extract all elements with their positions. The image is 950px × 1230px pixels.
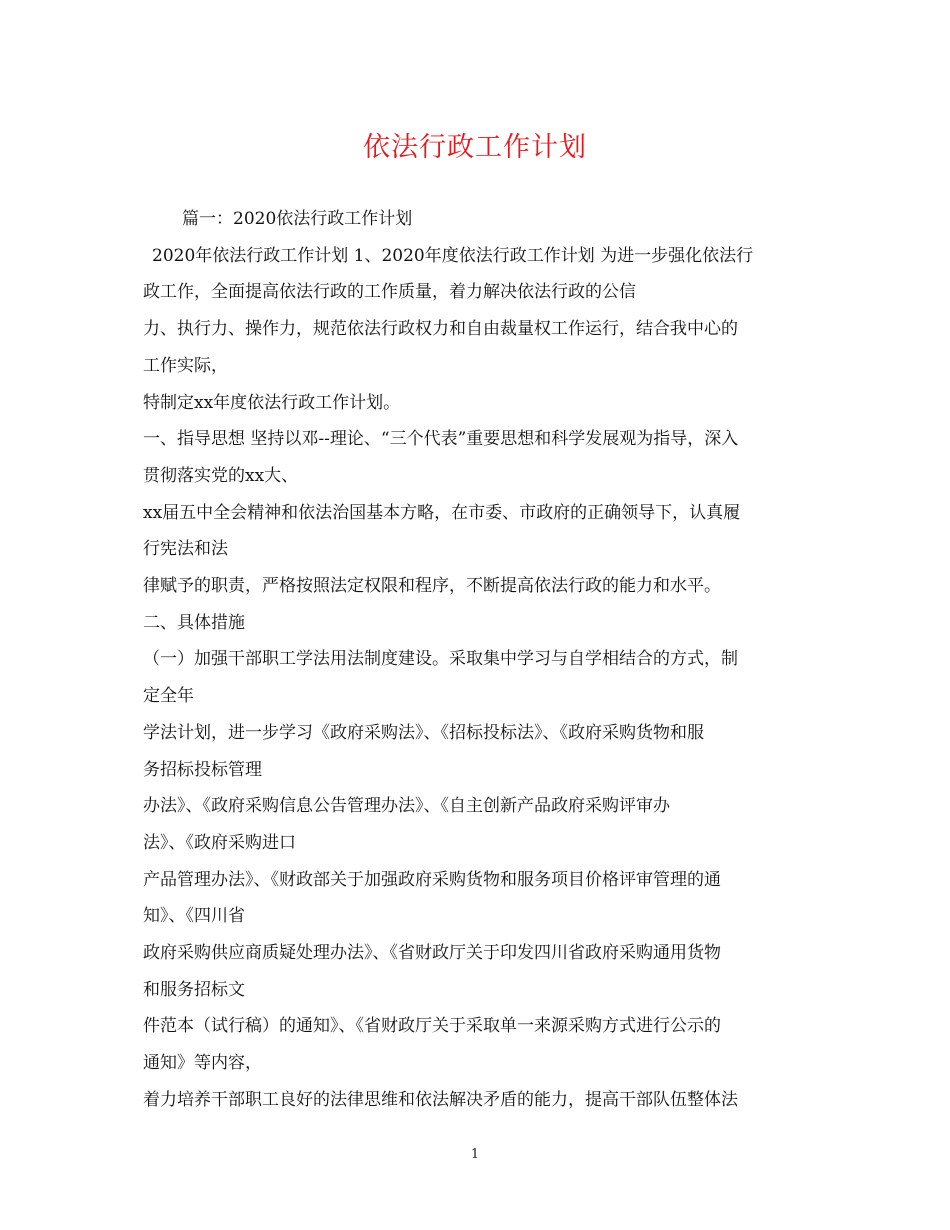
- paragraph-line: 篇一：2020依法行政工作计划: [182, 209, 413, 229]
- paragraph-line: 件范本（试行稿）的通知》、《省财政厅关于采取单一来源采购方式进行公示的: [143, 1016, 721, 1037]
- paragraph-line: 工作实际，: [143, 355, 228, 376]
- paragraph-line: 2020年依法行政工作计划 1、2020年度依法行政工作计划 为进一步强化依法行: [152, 245, 754, 266]
- paragraph-line: 通知》等内容，: [143, 1053, 262, 1074]
- paragraph-line: 一、指导思想 坚持以邓--理论、“三个代表”重要思想和科学发展观为指导，深入: [143, 429, 739, 450]
- document-body: [143, 201, 807, 1119]
- paragraph-line: 政工作，全面提高依法行政的工作质量，着力解决依法行政的公信: [143, 282, 636, 303]
- paragraph-line: 产品管理办法》、《财政部关于加强政府采购货物和服务项目价格评审管理的通: [143, 869, 721, 890]
- paragraph-line: 政府采购供应商质疑处理办法》、《省财政厅关于印发四川省政府采购通用货物: [143, 943, 721, 964]
- paragraph-line: 办法》、《政府采购信息公告管理办法》、《自主创新产品政府采购评审办: [143, 796, 670, 817]
- paragraph-line: 定全年: [143, 686, 194, 707]
- paragraph-line: 学法计划，进一步学习《政府采购法》、《招标投标法》、《政府采购货物和服: [143, 722, 704, 743]
- paragraph-line: 行宪法和法: [143, 539, 228, 560]
- paragraph-line: 务招标投标管理: [143, 759, 262, 780]
- paragraph-line: 法》、《政府采购进口: [143, 832, 296, 853]
- page-title: 依法行政工作计划: [363, 132, 587, 163]
- paragraph-line: xx届五中全会精神和依法治国基本方略，在市委、市政府的正确领导下，认真履: [143, 502, 741, 523]
- paragraph-line: （一）加强干部职工学法用法制度建设。采取集中学习与自学相结合的方式，制: [143, 649, 738, 670]
- paragraph-line: 知》、《四川省: [143, 906, 245, 927]
- paragraph-line: 特制定xx年度依法行政工作计划。: [143, 392, 401, 413]
- page-number: 1: [470, 1147, 480, 1162]
- paragraph-line: 二、具体措施: [143, 612, 245, 633]
- paragraph-line: 力、执行力、操作力，规范依法行政权力和自由裁量权工作运行，结合我中心的: [143, 319, 738, 340]
- paragraph-line: 和服务招标文: [143, 979, 245, 1000]
- paragraph-line: 着力培养干部职工良好的法律思维和依法解决矛盾的能力，提高干部队伍整体法: [143, 1089, 738, 1110]
- paragraph-line: 贯彻落实党的xx大、: [143, 465, 299, 486]
- paragraph-line: 律赋予的职责，严格按照法定权限和程序，不断提高依法行政的能力和水平。: [143, 576, 721, 597]
